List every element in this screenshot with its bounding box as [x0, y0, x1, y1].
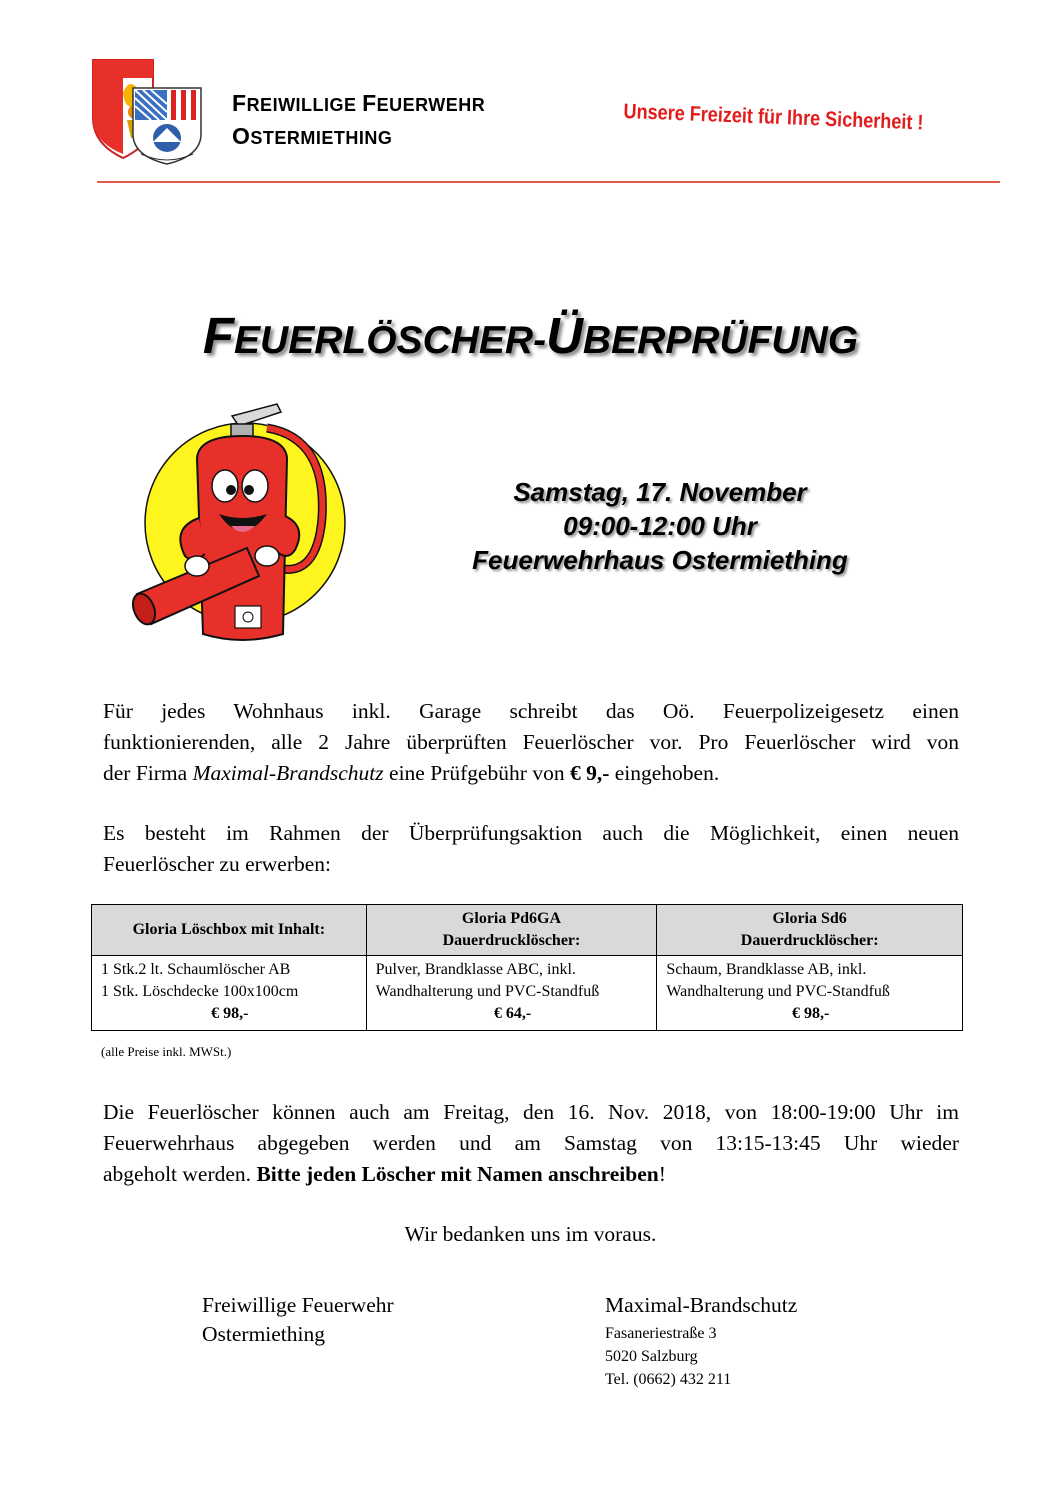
purchase-line: Feuerlöscher zu erwerben:	[103, 852, 332, 876]
purchase-paragraph	[103, 818, 959, 880]
company-street: Fasaneriestraße 3	[605, 1325, 717, 1342]
thanks-line: Wir bedanken uns im voraus.	[404, 1222, 657, 1246]
header-divider	[97, 181, 1000, 183]
table-cell: 1 Stk.2 lt. Schaumlöscher AB 1 Stk. Löschdecke 100x100cm € 98,-	[92, 956, 367, 1031]
table-cell: Schaum, Brandklasse AB, inkl. Wandhalterung und PVC-Standfuß € 98,-	[657, 956, 963, 1031]
dropoff-line: Die Feuerlöscher können auch am Freitag, den 16. Nov. 2018, von 18:00-19:00 Uhr im	[103, 1100, 959, 1124]
product-price: € 98,-	[792, 1005, 830, 1022]
org-name-line2: OSTERMIETHING	[232, 123, 393, 149]
intro-line: der Firma Maximal-Brandschutz eine Prüfgebühr von € 9,- eingehoben.	[103, 761, 720, 785]
municipal-coat-of-arms-icon	[133, 88, 201, 164]
table-row	[92, 956, 963, 1031]
product-price: € 98,-	[211, 1005, 249, 1022]
table-header-cell: Gloria Sd6 Dauerdrucklöscher:	[657, 905, 963, 956]
table-cell: Pulver, Brandklasse ABC, inkl. Wandhalterung und PVC-Standfuß € 64,-	[366, 956, 657, 1031]
intro-paragraph	[103, 696, 959, 789]
company-phone: Tel. (0662) 432 211	[605, 1371, 732, 1388]
table-header-cell: Gloria Pd6GA Dauerdrucklöscher:	[366, 905, 657, 956]
intro-line: funktionierenden, alle 2 Jahre überprüften Feuerlöscher vor. Pro Feuerlöscher wird von	[103, 730, 959, 754]
inspection-fee: € 9,-	[569, 761, 610, 785]
purchase-line: Es besteht im Rahmen der Überprüfungsaktion auch die Möglichkeit, einen neuen	[103, 821, 959, 845]
dropoff-line: abgeholt werden. Bitte jeden Löscher mit Namen anschreiben!	[103, 1162, 666, 1186]
company-name: Maximal-Brandschutz	[192, 761, 384, 785]
product-price: € 64,-	[493, 1005, 532, 1022]
org-name-line1: FREIWILLIGE FEUERWEHR	[232, 90, 486, 116]
fire-extinguisher-mascot-icon	[127, 398, 347, 648]
slogan: Unsere Freizeit für Ihre Sicherheit !	[623, 100, 924, 135]
table-header-cell: Gloria Löschbox mit Inhalt:	[92, 905, 367, 956]
event-time: 09:00-12:00 Uhr	[563, 511, 757, 541]
labeling-request: Bitte jeden Löscher mit Namen anschreiben	[256, 1162, 659, 1186]
intro-line: Für jedes Wohnhaus inkl. Garage schreibt das Oö. Feuerpolizeigesetz einen	[103, 699, 959, 723]
company-city: 5020 Salzburg	[605, 1348, 698, 1365]
page-title: FEUERLÖSCHER-ÜBERPRÜFUNG	[202, 307, 859, 364]
event-date: Samstag, 17. November	[513, 477, 807, 507]
signature-company: Maximal-Brandschutz	[605, 1293, 798, 1317]
price-note: (alle Preise inkl. MWSt.)	[101, 1044, 232, 1059]
dropoff-paragraph	[103, 1097, 959, 1190]
dropoff-line: Feuerwehrhaus abgegeben werden und am Samstag von 13:15-13:45 Uhr wieder	[103, 1131, 959, 1155]
header-logos	[91, 58, 207, 166]
table-header-row	[92, 905, 963, 956]
event-location: Feuerwehrhaus Ostermiething	[472, 545, 848, 575]
product-table	[91, 904, 963, 1031]
signature-fire-brigade: Freiwillige Feuerwehr Ostermiething	[202, 1293, 394, 1346]
